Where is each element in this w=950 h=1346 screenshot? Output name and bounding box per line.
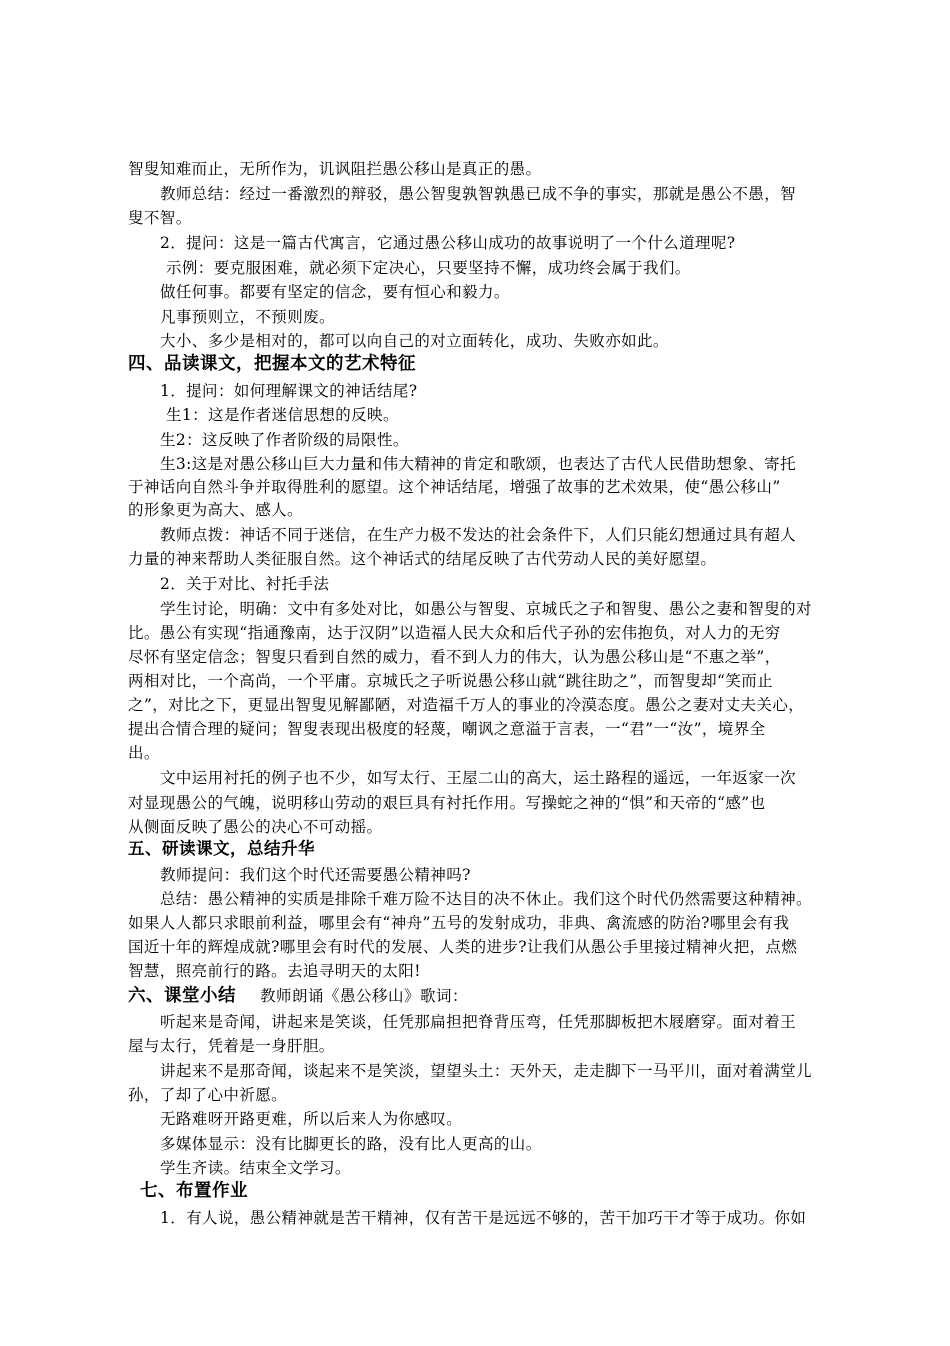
- text-line: 智慧，照亮前行的路。去追寻明天的太阳!: [128, 962, 421, 980]
- text-line: 学生齐读。结束全文学习。: [160, 1159, 351, 1177]
- text-line: 无路难呀开路更难，所以后来人为你感叹。: [160, 1110, 463, 1128]
- text-line: 对显现愚公的气魄，说明移山劳动的艰巨具有衬托作用。写操蛇之神的“惧”和天帝的“感”也: [128, 794, 766, 812]
- text-line: 如果人人都只求眼前利益，哪里会有“神舟”五号的发射成功，非典、禽流感的防治?哪里会有我: [128, 914, 790, 932]
- section-heading-5: 五、研读课文，总结升华: [128, 839, 315, 858]
- text-line: 两相对比，一个高尚，一个平庸。京城氏之子听说愚公移山就“跳往助之”，而智叟却“笑而止: [128, 672, 774, 690]
- section-heading-7: 七、布置作业: [140, 1181, 248, 1201]
- text-line: 学生讨论，明确：文中有多处对比，如愚公与智叟、京城氏之子和智叟、愚公之妻和智叟的对: [160, 600, 812, 618]
- section-heading-4: 四、品读课文，把握本文的艺术特征: [128, 354, 416, 374]
- text-line: 从侧面反映了愚公的决心不可动摇。: [128, 818, 383, 836]
- text-line: 生2：这反映了作者阶级的局限性。: [160, 431, 409, 449]
- text-line: 国近十年的辉煌成就?哪里会有时代的发展、人类的进步?让我们从愚公手里接过精神火把，点燃: [128, 938, 798, 956]
- text-line: 文中运用衬托的例子也不少，如写太行、王屋二山的高大，运土路程的遥远，一年返家一次: [160, 769, 797, 787]
- text-line: 讲起来不是那奇闻，谈起来不是笑淡，望望头土：天外天，走走脚下一马平川，面对着满堂儿: [160, 1062, 812, 1080]
- text-line: 总结：愚公精神的实质是排除千难万险不达目的决不休止。我们这个时代仍然需要这种精神。: [160, 890, 812, 908]
- text-line: 的形象更为高大、感人。: [128, 501, 303, 519]
- text-line: 生3:这是对愚公移山巨大力量和伟大精神的肯定和歌颂，也表达了古代人民借助想象、寄托: [160, 455, 796, 473]
- text-line: 出。: [128, 744, 160, 762]
- text-line: 孙，了却了心中祈愿。: [128, 1086, 288, 1104]
- text-line: 之”，对比之下，更显出智叟见解鄙陋，对造福千万人的事业的冷漠态度。愚公之妻对丈夫关心，: [128, 696, 805, 714]
- text-line: 大小、多少是相对的，都可以向自己的对立面转化，成功、失败亦如此。: [160, 332, 669, 350]
- text-line: 做任何事。都要有坚定的信念，要有恒心和毅力。: [160, 283, 510, 301]
- text-line: 1．提问：如何理解课文的神话结尾?: [160, 382, 418, 400]
- text-line: 比。愚公有实现“指通豫南，达于汉阴”以造福人民大众和后代子孙的宏伟抱负，对人力的无穷: [128, 624, 781, 642]
- text-line: 教师提问：我们这个时代还需要愚公精神吗?: [160, 866, 471, 884]
- text-line: 教师总结：经过一番激烈的辩驳，愚公智叟孰智孰愚已成不争的事实，那就是愚公不愚，智: [160, 185, 797, 203]
- section-heading-6: [128, 985, 468, 1007]
- text-line: 听起来是奇闻，讲起来是笑谈，任凭那扁担把脊背压弯，任凭那脚板把木屐磨穿。面对着王: [160, 1013, 797, 1031]
- text-line: 教师点拨：神话不同于迷信，在生产力极不发达的社会条件下，人们只能幻想通过具有超人: [160, 526, 797, 544]
- text-line: 智叟知难而止，无所作为，讥讽阻拦愚公移山是真正的愚。: [128, 160, 542, 178]
- section-heading-6-note: 教师朗诵《愚公移山》歌词：: [260, 987, 469, 1005]
- text-line: 尽怀有坚定信念；智叟只看到自然的威力，看不到人力的伟大，认为愚公移山是“不惠之举”，: [128, 648, 781, 666]
- text-line: 多媒体显示：没有比脚更长的路，没有比人更高的山。: [160, 1135, 542, 1153]
- text-line: 提出合情合理的疑问；智叟表现出极度的轻蔑，嘲讽之意溢于言表，一“君”一“汝”，境界全: [128, 720, 766, 738]
- text-line: 生1：这是作者迷信思想的反映。: [166, 406, 399, 424]
- text-line: 屋与太行，凭着是一身肝胆。: [128, 1037, 335, 1055]
- text-line: 力量的神来帮助人类征服自然。这个神话式的结尾反映了古代劳动人民的美好愿望。: [128, 550, 717, 568]
- text-line: 叟不智。: [128, 209, 192, 227]
- text-line: 1．有人说，愚公精神就是苦干精神，仅有苦干是远远不够的，苦干加巧干才等于成功。你如: [160, 1209, 807, 1227]
- text-line: 示例：要克服困难，就必须下定决心，只要坚持不懈，成功终会属于我们。: [166, 259, 691, 277]
- text-line: 于神话向自然斗争并取得胜利的愿望。这个神话结尾，增强了故事的艺术效果，使“愚公移山”: [128, 478, 781, 496]
- section-heading-6-title: 六、课堂小结: [128, 986, 236, 1006]
- text-line: 2．关于对比、衬托手法: [160, 575, 330, 593]
- text-line: 凡事预则立，不预则废。: [160, 308, 335, 326]
- text-line: 2．提问：这是一篇古代寓言，它通过愚公移山成功的故事说明了一个什么道理呢?: [160, 234, 736, 252]
